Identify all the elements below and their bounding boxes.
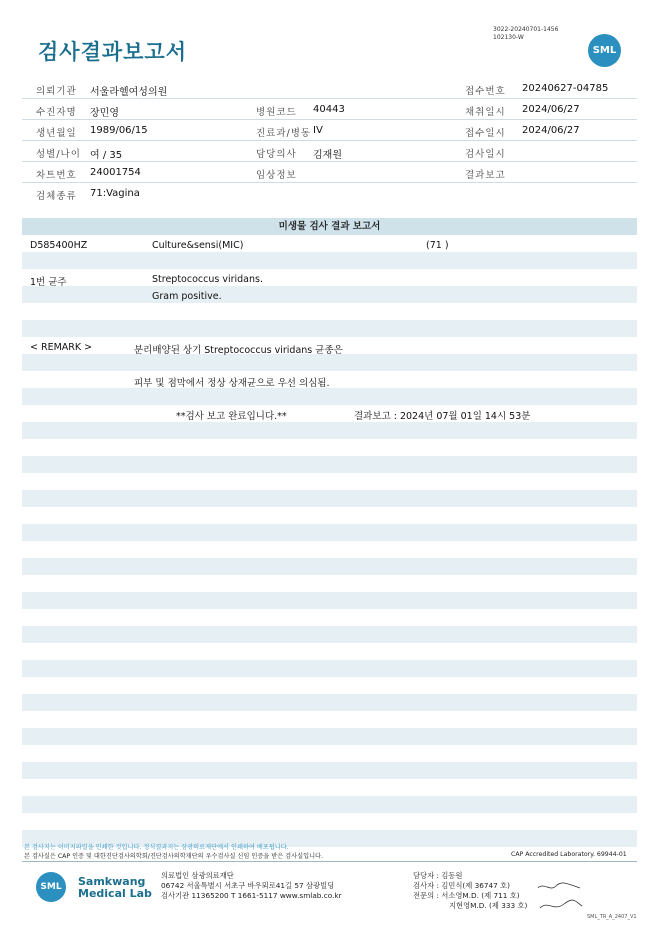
- organism-name: Streptococcus viridans.: [152, 274, 263, 285]
- receipt-no-value: 20240627-04785: [522, 83, 609, 94]
- received-date-label: 접수일시: [465, 128, 506, 139]
- report-time: 결과보고 : 2024년 07월 01일 14시 53분: [354, 411, 531, 422]
- sml-logo: SML: [588, 34, 621, 67]
- document-id-line1: 3022-20240701-1456: [493, 26, 559, 33]
- stripe-band: [22, 796, 637, 813]
- manager: 담당자 : 김동원: [413, 871, 463, 880]
- remark-line-2: 피부 및 점막에서 정상 상재균으로 우선 의심됨.: [134, 378, 330, 389]
- document-id: [493, 26, 558, 42]
- footer-note-2: 본 검사실은 CAP 인증 및 대한진단검사의학회/진단검사의학재단의 우수검사실 신임 인증을 받은 검사실입니다.: [24, 853, 323, 860]
- birth-value: 1989/06/15: [90, 125, 148, 136]
- report-section-title: 미생물 검사 결과 보고서: [278, 221, 381, 232]
- doctor-value: 김재원: [313, 150, 342, 161]
- patient-info-table: [22, 78, 637, 203]
- info-row-2: [22, 99, 637, 120]
- brand-line-2: Medical Lab: [78, 887, 152, 900]
- form-code: SML_TR_A_2407_V1: [587, 914, 637, 920]
- page-title: 검사결과보고서: [38, 40, 188, 64]
- specialist-1: [413, 891, 527, 901]
- info-row-3: [22, 120, 637, 141]
- report-label: 결과보고: [465, 170, 506, 181]
- birth-label: 생년월일: [36, 128, 77, 139]
- sml-logo-footer: SML: [36, 872, 66, 902]
- specialist-1-name: 서소영M.D. (제 711 호): [441, 891, 520, 900]
- dept-value: IV: [313, 125, 323, 136]
- doctor-label: 담당의사: [256, 149, 297, 160]
- patient-value: 장민영: [90, 108, 119, 119]
- tester: 검사자 : 김민식(제 36747 호): [413, 881, 511, 890]
- stripe-band: [22, 388, 637, 405]
- footer-note-1: 본 검사지는 이미지파일을 인쇄한 것입니다. 정식결과지는 삼광의료재단에서 인쇄하여 배포됩니다.: [24, 844, 289, 851]
- report-complete: **검사 보고 완료입니다.**: [176, 411, 287, 422]
- stripe-band: [22, 558, 637, 575]
- dept-label: 진료과/병동: [256, 128, 312, 139]
- stripe-band: [22, 422, 637, 439]
- specialist-2: 지현영M.D. (제 333 호): [449, 901, 528, 910]
- stripe-band: [22, 524, 637, 541]
- stripe-band: [22, 354, 637, 371]
- brand-name: [78, 876, 152, 900]
- brand-line-1: Samkwang: [78, 875, 146, 888]
- info-row-6: [22, 183, 637, 203]
- collect-date-value: 2024/06/27: [522, 104, 580, 115]
- receipt-no-label: 접수번호: [465, 86, 506, 97]
- stripe-band: [22, 320, 637, 337]
- gram-stain: Gram positive.: [152, 291, 222, 302]
- stripe-band: [22, 286, 637, 303]
- collect-date-label: 채취일시: [465, 107, 506, 118]
- signature-image: [536, 880, 584, 914]
- hosp-code-label: 병원코드: [256, 107, 297, 118]
- specimen-label: 검체종류: [36, 191, 77, 202]
- specimen-value: 71:Vagina: [90, 188, 140, 199]
- org-name: 의료법인 삼광의료재단: [161, 871, 234, 880]
- info-row-5: [22, 162, 637, 183]
- info-row-1: [22, 78, 637, 99]
- stripe-band: [22, 762, 637, 779]
- info-row-4: [22, 141, 637, 162]
- stripe-band: [22, 728, 637, 745]
- footer-divider: [22, 861, 637, 862]
- stripe-band: [22, 626, 637, 643]
- stripe-band: [22, 694, 637, 711]
- hosp-code-value: 40443: [313, 104, 345, 115]
- sex-age-label: 성별/나이: [36, 149, 81, 160]
- stripe-band: [22, 490, 637, 507]
- tested-label: 검사일시: [465, 149, 506, 160]
- org-phone: 검사기관 11365200 T 1661-5117 www.smlab.co.kr: [161, 891, 342, 900]
- chart-label: 차트번호: [36, 170, 77, 181]
- strain-label: 1번 균주: [30, 277, 67, 288]
- remark-label: < REMARK >: [30, 342, 93, 353]
- stripe-band: [22, 252, 637, 269]
- org-address: 06742 서울특별시 서초구 바우뫼로41길 57 삼광빌딩: [161, 881, 335, 890]
- footer-staff-block: [413, 871, 527, 911]
- stripe-band: [22, 456, 637, 473]
- hospital-label: 의뢰기관: [36, 86, 77, 97]
- remark-line-1: 분리배양된 상기 Streptococcus viridans 균종은: [134, 345, 343, 356]
- stripe-band: [22, 592, 637, 609]
- test-code: D585400HZ: [30, 240, 88, 251]
- patient-label: 수진자명: [36, 107, 77, 118]
- specialist-label: 전문의 :: [413, 891, 439, 900]
- stripe-band: [22, 660, 637, 677]
- chart-value: 24001754: [90, 167, 141, 178]
- document-id-line2: 102130-W: [493, 34, 524, 41]
- clinical-label: 임상정보: [256, 170, 297, 181]
- footer-address-block: [161, 871, 342, 901]
- test-value: (71 ): [426, 240, 449, 251]
- cap-accreditation: CAP Accredited Laboratory. 69944-01: [511, 851, 627, 858]
- test-name: Culture&sensi(MIC): [152, 240, 244, 251]
- hospital-value: 서울라헬여성의원: [90, 87, 168, 98]
- sex-age-value: 여 / 35: [90, 150, 123, 161]
- received-date-value: 2024/06/27: [522, 125, 580, 136]
